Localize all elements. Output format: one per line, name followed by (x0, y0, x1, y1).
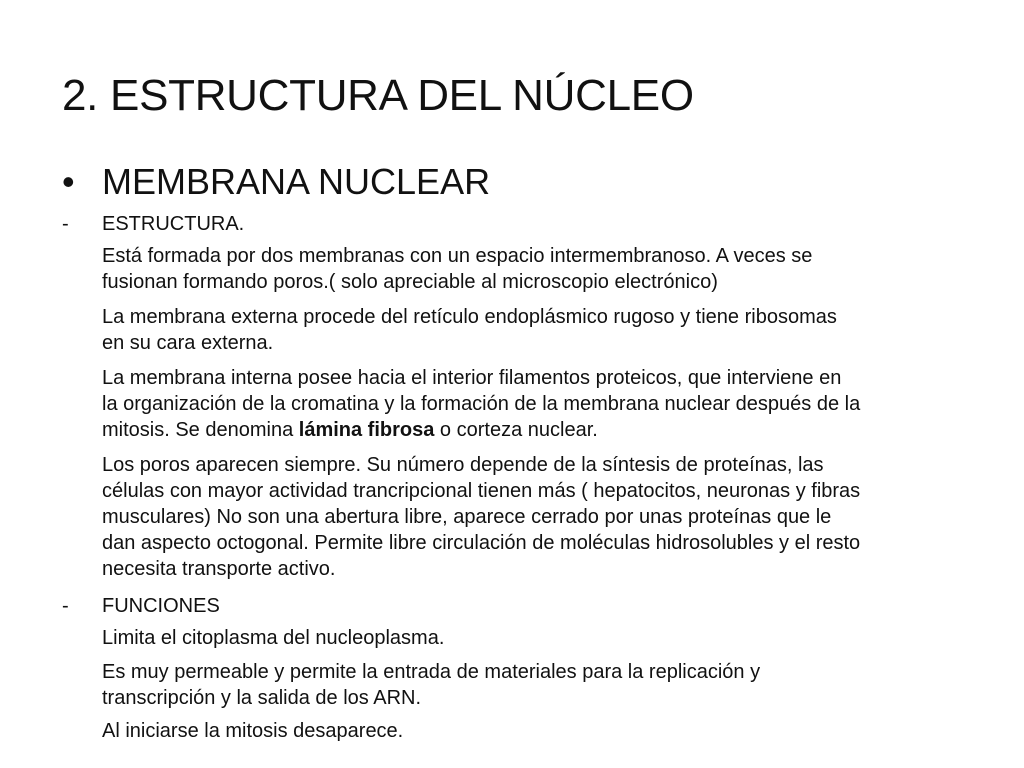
bullet-membrana-nuclear (62, 158, 490, 206)
paragraph-line: La membrana externa procede del retículo endoplásmico rugoso y tiene ribosomas (102, 306, 837, 328)
paragraph-funciones-1 (102, 625, 982, 651)
paragraph-line: musculares) No son una abertura libre, aparece cerrado por unas proteínas que le (102, 506, 832, 528)
paragraph-estructura-1 (102, 243, 982, 295)
paragraph-line: células con mayor actividad trancripcional tienen más ( hepatocitos, neuronas y fibras (102, 480, 861, 502)
paragraph-line: Limita el citoplasma del nucleoplasma. (102, 627, 445, 649)
paragraph-line: necesita transporte activo. (102, 558, 336, 580)
section-heading: FUNCIONES (102, 595, 220, 617)
section-funciones-heading (62, 593, 220, 619)
paragraph-line: La membrana interna posee hacia el interior filamentos proteicos, que interviene en (102, 367, 842, 389)
paragraph-line: fusionan formando poros.( solo apreciable al microscopio electrónico) (102, 271, 718, 293)
bullet-heading: MEMBRANA NUCLEAR (102, 161, 491, 202)
paragraph-line: Es muy permeable y permite la entrada de materiales para la replicación y (102, 661, 761, 683)
paragraph-line: en su cara externa. (102, 332, 274, 354)
section-estructura-heading (62, 211, 244, 237)
dash-icon: - (62, 213, 69, 235)
paragraph-line: transcripción y la salida de los ARN. (102, 687, 422, 709)
paragraph-line-with-bold (102, 417, 982, 443)
text-after-bold: o corteza nuclear. (434, 419, 598, 441)
section-heading: ESTRUCTURA. (102, 213, 245, 235)
paragraph-estructura-3 (102, 365, 982, 443)
paragraph-line: Los poros aparecen siempre. Su número depende de la síntesis de proteínas, las (102, 454, 824, 476)
bullet-icon: • (62, 161, 75, 202)
paragraph-estructura-2 (102, 304, 982, 356)
slide-title: 2. ESTRUCTURA DEL NÚCLEO (62, 71, 694, 120)
bold-term-lamina-fibrosa: lámina fibrosa (298, 419, 435, 441)
text-before-bold: mitosis. Se denomina (102, 419, 299, 441)
paragraph-line: dan aspecto octogonal. Permite libre circulación de moléculas hidrosolubles y el resto (102, 532, 861, 554)
paragraph-line: Al iniciarse la mitosis desaparece. (102, 720, 404, 742)
paragraph-funciones-2 (102, 659, 982, 711)
paragraph-line: Está formada por dos membranas con un espacio intermembranoso. A veces se (102, 245, 813, 267)
paragraph-estructura-4 (102, 452, 982, 582)
paragraph-line: la organización de la cromatina y la formación de la membrana nuclear después de la (102, 393, 861, 415)
paragraph-funciones-3 (102, 718, 982, 744)
dash-icon: - (62, 595, 69, 617)
